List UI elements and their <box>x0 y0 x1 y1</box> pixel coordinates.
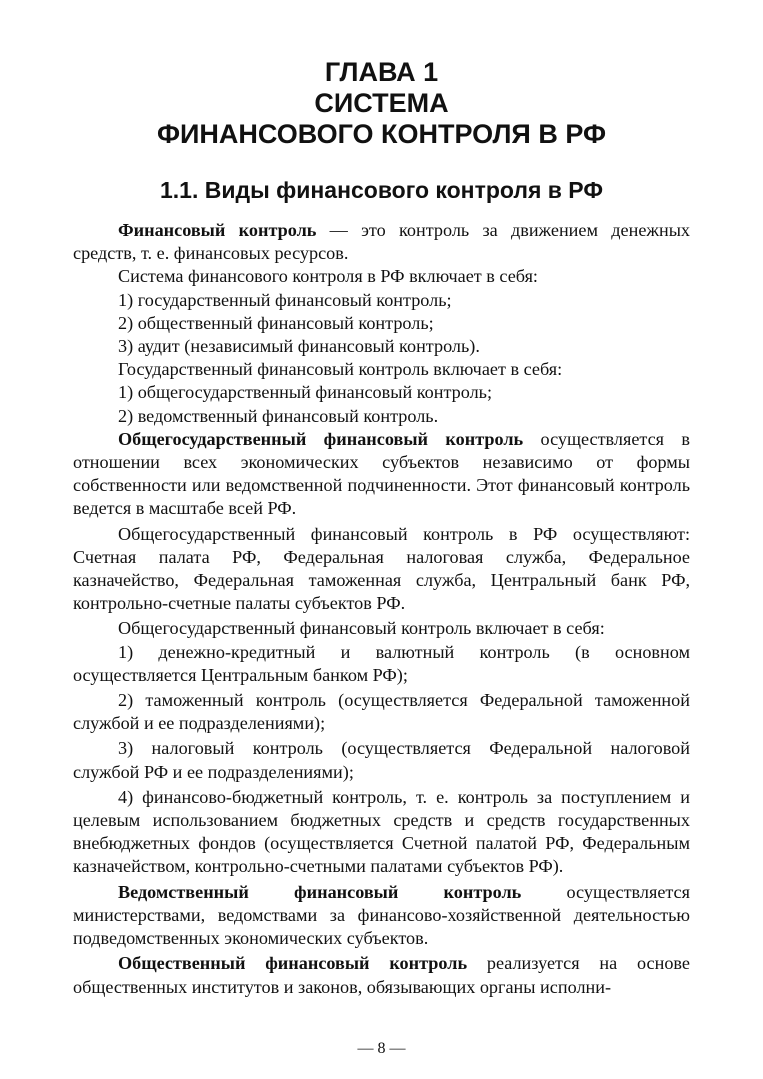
list-item: 3) налоговый контроль (осуществляется Федеральной налоговой службой РФ и ее подразделениями); <box>73 738 690 782</box>
paragraph-text: осуществляется министерствами, ведомствами за финансово-хозяйственной деятельностью подведомственных экономических субъектов. <box>73 881 690 949</box>
chapter-title-line2: ФИНАНСОВОГО КОНТРОЛЯ В РФ <box>156 119 607 149</box>
paragraph: Государственный финансовый контроль включает в себя: <box>118 359 563 380</box>
term-bold: Финансовый контроль <box>118 220 317 240</box>
list-item: 1) общегосударственный финансовый контроль; <box>118 382 493 403</box>
list-item: 1) денежно-кредитный и валютный контроль (в основном осуществляется Центральным банком РФ); <box>73 641 690 685</box>
list-item: 1) государственный финансовый контроль; <box>118 289 452 310</box>
term-bold: Общественный финансовый контроль <box>118 953 468 974</box>
paragraph <box>73 428 690 521</box>
paragraph-text: — это контроль за движением денежных средств, т. е. финансовых ресурсов. <box>73 220 691 264</box>
list-item: 2) общественный финансовый контроль; <box>118 312 434 333</box>
chapter-number: ГЛАВА 1 <box>324 57 439 87</box>
list-item: 4) финансово-бюджетный контроль, т. е. контроль за поступлением и целевым использованием бюджетных средств и средств государственных внебюджетных фондов (осуществляется Счетной палатой РФ, Федеральным казначейством, контрольно-счетными палатами субъектов РФ). <box>73 786 690 877</box>
paragraph <box>73 219 690 265</box>
chapter-title-line1: СИСТЕМА <box>314 88 449 118</box>
paragraph-text: реализуется на основе общественных институтов и законов, обязывающих органы исполни- <box>73 953 690 997</box>
list-item: 3) аудит (независимый финансовый контроль). <box>118 336 480 357</box>
paragraph: Общегосударственный финансовый контроль включает в себя: <box>118 618 605 639</box>
list-item: 2) таможенный контроль (осуществляется Федеральной таможенной службой и ее подразделениями); <box>73 690 690 734</box>
term-bold: Общегосударственный финансовый контроль <box>118 428 524 449</box>
chapter-heading <box>0 57 763 150</box>
section-title: 1.1. Виды финансового контроля в РФ <box>160 177 603 203</box>
paragraph-text: осуществляется в отношении всех экономических субъектов независимо от формы собственности или ведомственной подчиненности. Этот финансовый контроль ведется в масштабе всей РФ. <box>73 428 690 519</box>
term-bold: Ведомственный финансовый контроль <box>118 881 522 902</box>
paragraph: Система финансового контроля в РФ включает в себя: <box>118 266 538 287</box>
paragraph: Общегосударственный финансовый контроль в РФ осуществляют: Счетная палата РФ, Федеральная налоговая служба, Федеральное казначейство, Федеральная таможенная служба, Центральный банк РФ, контрольно-счетные палаты субъектов РФ. <box>73 523 690 614</box>
page-number: — 8 — <box>357 1040 406 1057</box>
paragraph <box>73 881 690 951</box>
paragraph <box>73 952 690 998</box>
list-item: 2) ведомственный финансовый контроль. <box>118 405 439 426</box>
body-text <box>73 219 690 999</box>
